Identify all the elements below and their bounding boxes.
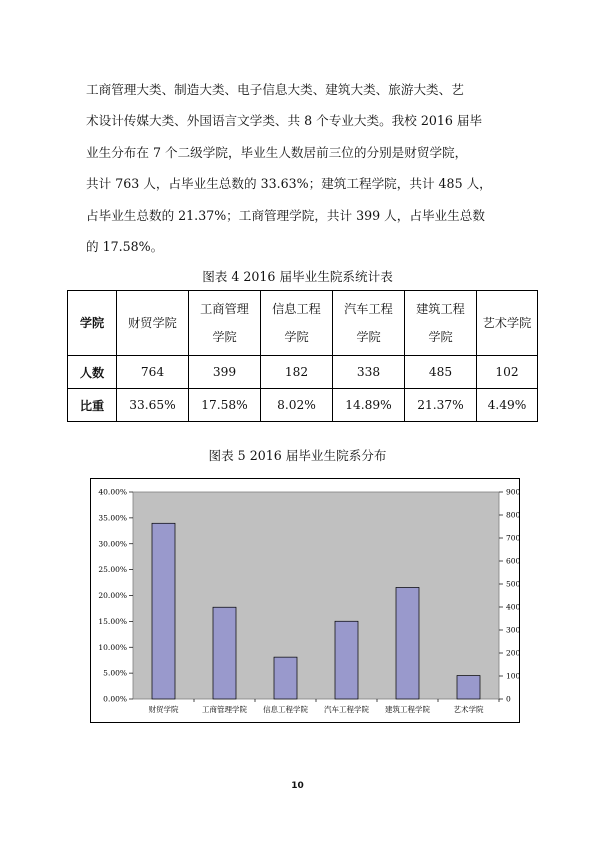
left-tick-label: 35.00% xyxy=(98,513,127,523)
paragraph-line: 术设计传媒大类、外国语言文学类、共 8 个专业大类。我校 2016 届毕 xyxy=(86,113,483,129)
right-tick-label: 600 xyxy=(506,556,520,566)
table-cell: 33.65% xyxy=(117,389,189,422)
right-tick-label: 200 xyxy=(506,648,520,658)
table-row-label: 比重 xyxy=(68,389,117,422)
right-tick-label: 400 xyxy=(506,602,520,612)
left-tick-label: 25.00% xyxy=(98,565,127,575)
table-header-cell: 工商管理 学院 xyxy=(189,291,261,356)
right-tick-label: 300 xyxy=(506,625,520,635)
left-tick-label: 30.00% xyxy=(98,539,127,549)
left-tick-label: 10.00% xyxy=(98,642,127,652)
left-tick-label: 0.00% xyxy=(103,694,127,704)
page-number: 10 xyxy=(291,781,304,791)
table-cell: 338 xyxy=(333,356,405,389)
chart-caption: 图表 5 2016 届毕业生院系分布 xyxy=(208,448,387,463)
faculty-stats-table xyxy=(67,290,538,422)
bar xyxy=(213,607,236,699)
right-tick-label: 100 xyxy=(506,671,520,681)
left-tick-label: 15.00% xyxy=(98,616,127,626)
table-corner-cell: 学院 xyxy=(68,291,117,356)
table-cell: 764 xyxy=(117,356,189,389)
table-header-cell: 信息工程 学院 xyxy=(261,291,333,356)
table-cell: 102 xyxy=(477,356,538,389)
x-tick-label: 工商管理学院 xyxy=(202,705,247,714)
table-header-row xyxy=(68,291,538,356)
left-tick-label: 20.00% xyxy=(98,591,127,600)
left-tick-label: 5.00% xyxy=(103,668,127,678)
table-cell: 485 xyxy=(405,356,477,389)
table-row-count xyxy=(68,356,538,389)
right-tick-label: 700 xyxy=(506,533,520,543)
paragraph-line: 工商管理大类、制造大类、电子信息大类、建筑大类、旅游大类、艺 xyxy=(86,82,464,97)
right-tick-label: 500 xyxy=(506,579,520,589)
right-tick-label: 800 xyxy=(506,510,520,520)
table-cell: 17.58% xyxy=(189,389,261,422)
x-tick-label: 财贸学院 xyxy=(148,705,179,714)
table-cell: 14.89% xyxy=(333,389,405,422)
bar xyxy=(335,621,358,699)
x-tick-label: 艺术学院 xyxy=(453,705,484,714)
table-cell: 399 xyxy=(189,356,261,389)
faculty-distribution-chart xyxy=(90,478,520,723)
bar xyxy=(457,676,480,699)
x-tick-label: 建筑工程学院 xyxy=(385,705,430,714)
paragraph-line: 业生分布在 7 个二级学院，毕业生人数居前三位的分别是财贸学院， xyxy=(86,144,468,160)
x-tick-label: 信息工程学院 xyxy=(263,705,308,714)
bar xyxy=(152,523,175,699)
table-caption: 图表 4 2016 届毕业生院系统计表 xyxy=(202,269,393,284)
table-header-cell: 艺术学院 xyxy=(477,291,538,356)
bar xyxy=(274,657,297,699)
table-header-cell: 汽车工程 学院 xyxy=(333,291,405,356)
right-tick-label: 0 xyxy=(506,694,511,704)
paragraph-line: 的 17.58%。 xyxy=(86,239,164,255)
x-tick-label: 汽车工程学院 xyxy=(324,705,369,714)
bar xyxy=(396,587,419,699)
table-row-share xyxy=(68,389,538,422)
left-tick-label: 40.00% xyxy=(98,487,127,497)
plot-area xyxy=(133,492,499,699)
table-header-cell: 财贸学院 xyxy=(117,291,189,356)
table-row-label: 人数 xyxy=(68,356,117,389)
table-cell: 4.49% xyxy=(477,389,538,422)
paragraph-line: 占毕业生总数的 21.37%；工商管理学院，共计 399 人，占毕业生总数 xyxy=(86,207,485,223)
table-cell: 182 xyxy=(261,356,333,389)
body-paragraph xyxy=(86,74,526,262)
table-cell: 21.37% xyxy=(405,389,477,422)
table-header-cell: 建筑工程 学院 xyxy=(405,291,477,356)
right-tick-label: 900 xyxy=(506,487,520,497)
paragraph-line: 共计 763 人，占毕业生总数的 33.63%；建筑工程学院，共计 485 人， xyxy=(86,176,492,192)
table-cell: 8.02% xyxy=(261,389,333,422)
